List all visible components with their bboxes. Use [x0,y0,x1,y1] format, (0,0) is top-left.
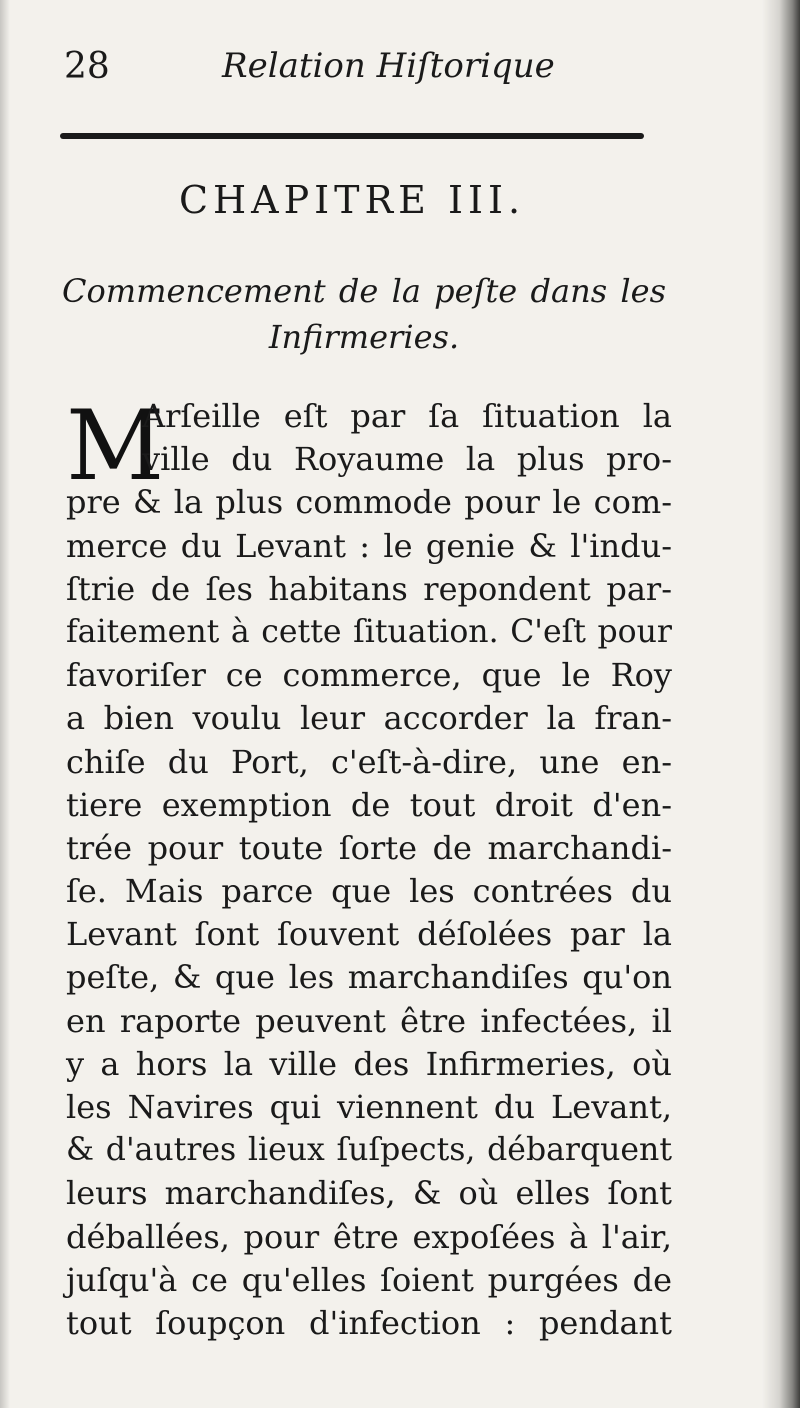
body-line: trée pour toute ſorte de marchandi- [66,828,672,867]
body-line: Arſeille eſt par ſa ſituation la [142,397,672,435]
page-left-edge-shadow [0,0,10,1408]
body-line: pre & la plus commode pour le com- [66,483,672,522]
body-line: merce du Levant : le genie & l'indu- [66,526,672,565]
chapter-subtitle-line-1: Commencement de la peſte dans les [62,272,666,310]
body-line: juſqu'à ce qu'elles ſoient purgées de [66,1260,672,1299]
body-line: les Navires qui viennent du Levant, [66,1088,672,1126]
body-line: en raporte peuvent être infectées, il [66,1001,672,1040]
book-spine-shadow [762,0,800,1408]
chapter-subtitle-line-2: Infirmeries. [268,318,460,356]
page-number: 28 [64,46,110,87]
body-line: ſtrie de ſes habitans repondent par- [66,569,672,608]
body-line: peſte, & que les marchandiſes qu'on [66,958,672,997]
body-line: leurs marchandiſes, & où elles ſont [66,1174,672,1213]
body-line: faitement à cette ſituation. C'eſt pour [66,613,672,650]
body-line: y a hors la ville des Infirmeries, où [66,1044,672,1083]
body-line: déballées, pour être expoſées à l'air, [66,1217,672,1256]
body-line: ville du Royaume la plus pro- [142,440,672,479]
body-line: ſe. Mais parce que les contrées du [66,872,672,911]
body-line: tiere exemption de tout droit d'en- [66,785,672,824]
body-line: tout ſoupçon d'infection : pendant [66,1303,672,1342]
running-title: Relation Hiſtorique [222,46,555,86]
header-rule [60,133,644,139]
body-line: Levant ſont ſouvent déſolées par la [66,915,672,954]
body-text [66,390,672,1345]
body-line: favoriſer ce commerce, que le Roy [66,656,672,695]
chapter-subtitle [62,268,666,360]
chapter-heading: CHAPITRE III. [178,178,526,222]
body-line: a bien voulu leur accorder la fran- [66,699,672,738]
body-line: & d'autres lieux ſuſpects, débarquent [66,1132,672,1169]
body-line: chiſe du Port, c'eſt-à-dire, une en- [66,742,672,781]
drop-cap: M [66,390,165,502]
running-head [64,46,644,96]
